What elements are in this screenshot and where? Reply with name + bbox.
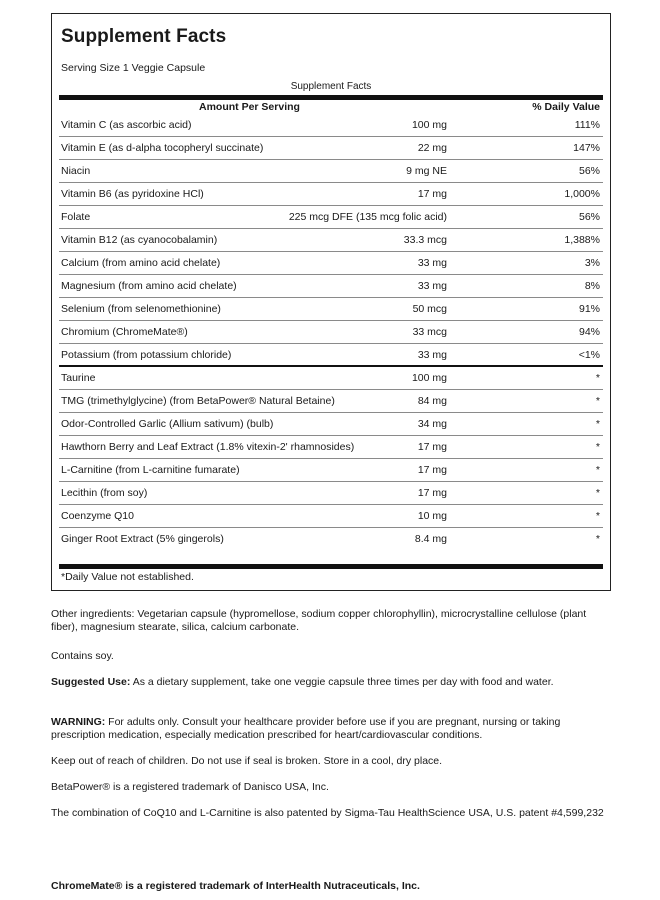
warning <box>51 716 611 742</box>
ingredient-row <box>59 505 603 528</box>
ingredient-row <box>59 413 603 436</box>
nutrient-daily-value: 111% <box>574 119 600 131</box>
ingredient-row <box>59 459 603 482</box>
nutrient-row <box>59 206 603 229</box>
betapower-trademark: BetaPower® is a registered trademark of Danisco USA, Inc. <box>51 781 329 793</box>
ingredient-name: Lecithin (from soy) <box>61 487 148 499</box>
nutrient-amount: 33 mcg <box>412 326 447 338</box>
nutrient-daily-value: <1% <box>578 349 600 361</box>
nutrient-row <box>59 183 603 206</box>
patent-statement: The combination of CoQ10 and L-Carnitine is also patented by Sigma-Tau HealthScience USA, U.S. patent #4,599,232 <box>51 807 604 819</box>
nutrient-amount: 9 mg NE <box>406 165 447 177</box>
nutrient-daily-value: 1,000% <box>564 188 600 200</box>
nutrient-daily-value: 56% <box>578 165 600 177</box>
nutrient-row <box>59 298 603 321</box>
ingredient-daily-value: * <box>595 464 600 476</box>
ingredient-row <box>59 528 603 551</box>
ingredient-daily-value: * <box>595 395 600 407</box>
panel-subheading: Supplement Facts <box>290 81 372 92</box>
nutrient-row <box>59 321 603 344</box>
nutrient-row <box>59 137 603 160</box>
ingredient-amount: 17 mg <box>417 464 447 476</box>
suggested-use-text: As a dietary supplement, take one veggie capsule three times per day with food and water. <box>130 676 554 688</box>
nutrient-name: Vitamin B6 (as pyridoxine HCl) <box>61 188 204 200</box>
other-ingredients: Other ingredients: Vegetarian capsule (hypromellose, sodium copper chlorophyllin), microcrystalline cellulose (plant fiber), magnesium stearate, silica, calcium carbonate. <box>51 608 587 633</box>
nutrient-row <box>59 160 603 183</box>
nutrient-amount: 33.3 mcg <box>403 234 447 246</box>
nutrient-amount: 33 mg <box>417 280 447 292</box>
ingredient-row <box>59 390 603 413</box>
ingredient-name: Ginger Root Extract (5% gingerols) <box>61 533 224 545</box>
allergen-statement: Contains soy. <box>51 650 114 662</box>
ingredient-row <box>59 367 603 390</box>
nutrient-table <box>59 114 603 551</box>
daily-value-footnote: *Daily Value not established. <box>61 571 194 583</box>
column-header <box>59 100 603 114</box>
nutrient-name: Magnesium (from amino acid chelate) <box>61 280 237 292</box>
nutrient-amount: 100 mg <box>411 119 447 131</box>
ingredient-name: Odor-Controlled Garlic (Allium sativum) (bulb) <box>61 418 274 430</box>
bottom-divider <box>59 564 603 569</box>
ingredient-daily-value: * <box>595 533 600 545</box>
warning-label: WARNING: <box>51 716 106 728</box>
nutrient-amount: 50 mcg <box>412 303 447 315</box>
nutrient-daily-value: 94% <box>578 326 600 338</box>
nutrient-name: Vitamin E (as d-alpha tocopheryl succinate) <box>61 142 264 154</box>
nutrient-daily-value: 3% <box>584 257 600 269</box>
nutrient-name: Niacin <box>61 165 91 177</box>
nutrient-name: Chromium (ChromeMate®) <box>61 326 188 338</box>
ingredient-daily-value: * <box>595 441 600 453</box>
ingredient-name: Hawthorn Berry and Leaf Extract (1.8% vitexin-2' rhamnosides) <box>61 441 355 453</box>
nutrient-row <box>59 229 603 252</box>
ingredient-name: TMG (trimethylglycine) (from BetaPower® Natural Betaine) <box>61 395 335 407</box>
suggested-use-label: Suggested Use: <box>51 676 131 688</box>
nutrient-amount: 22 mg <box>417 142 447 154</box>
ingredient-daily-value: * <box>595 510 600 522</box>
ingredient-row <box>59 436 603 459</box>
ingredient-amount: 8.4 mg <box>414 533 447 545</box>
nutrient-daily-value: 91% <box>578 303 600 315</box>
nutrient-amount: 17 mg <box>417 188 447 200</box>
ingredient-name: Coenzyme Q10 <box>61 510 134 522</box>
nutrient-name: Vitamin B12 (as cyanocobalamin) <box>61 234 218 246</box>
chromemate-trademark: ChromeMate® is a registered trademark of InterHealth Nutraceuticals, Inc. <box>51 880 420 892</box>
nutrient-row <box>59 344 603 367</box>
ingredient-amount: 10 mg <box>417 510 447 522</box>
ingredient-amount: 34 mg <box>417 418 447 430</box>
ingredient-row <box>59 482 603 505</box>
ingredient-daily-value: * <box>595 372 600 384</box>
panel-title: Supplement Facts <box>61 26 227 47</box>
ingredient-daily-value: * <box>595 487 600 499</box>
ingredient-amount: 84 mg <box>417 395 447 407</box>
nutrient-daily-value: 1,388% <box>564 234 600 246</box>
nutrient-daily-value: 8% <box>584 280 600 292</box>
nutrient-row <box>59 275 603 298</box>
nutrient-daily-value: 56% <box>578 211 600 223</box>
nutrient-daily-value: 147% <box>573 142 600 154</box>
nutrient-amount: 33 mg <box>417 349 447 361</box>
nutrient-row <box>59 252 603 275</box>
serving-size: Serving Size 1 Veggie Capsule <box>61 62 206 74</box>
nutrient-amount: 225 mcg DFE (135 mcg folic acid) <box>288 211 447 223</box>
ingredient-daily-value: * <box>595 418 600 430</box>
warning-text: For adults only. Consult your healthcare provider before use if you are pregnant, nursing or taking prescription medication, especially medication prescribed for heart/cardiovascular conditions. <box>51 716 561 741</box>
suggested-use <box>51 676 611 689</box>
nutrient-name: Potassium (from potassium chloride) <box>61 349 232 361</box>
nutrient-name: Selenium (from selenomethionine) <box>61 303 221 315</box>
ingredient-name: L-Carnitine (from L-carnitine fumarate) <box>61 464 240 476</box>
nutrient-name: Vitamin C (as ascorbic acid) <box>61 119 192 131</box>
ingredient-name: Taurine <box>61 372 96 384</box>
daily-value-header: % Daily Value <box>532 101 600 113</box>
ingredient-amount: 100 mg <box>411 372 447 384</box>
nutrient-name: Folate <box>61 211 91 223</box>
ingredient-amount: 17 mg <box>417 487 447 499</box>
ingredient-amount: 17 mg <box>417 441 447 453</box>
storage-statement: Keep out of reach of children. Do not use if seal is broken. Store in a cool, dry place. <box>51 755 443 767</box>
nutrient-amount: 33 mg <box>417 257 447 269</box>
supplement-facts-panel <box>51 13 611 591</box>
amount-header: Amount Per Serving <box>199 101 300 113</box>
nutrient-row <box>59 114 603 137</box>
nutrient-name: Calcium (from amino acid chelate) <box>61 257 221 269</box>
